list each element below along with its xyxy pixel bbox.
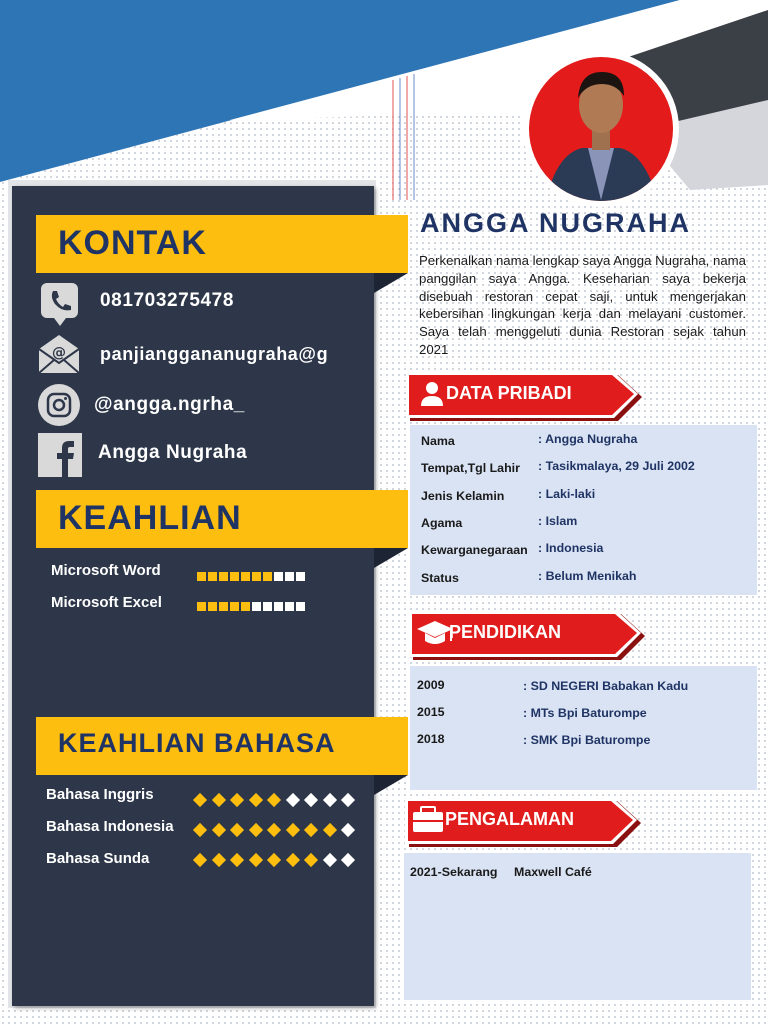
- pengalaman-title: PENGALAMAN: [445, 809, 574, 829]
- education-year: 2009: [417, 678, 445, 692]
- language-rating: [193, 824, 355, 836]
- kontak-header: [36, 215, 408, 273]
- skill-name: Microsoft Word: [51, 562, 161, 579]
- facebook-name[interactable]: Angga Nugraha: [98, 442, 248, 463]
- rating-diamond: [267, 793, 281, 807]
- rating-diamond: [211, 853, 225, 867]
- rating-diamond: [285, 823, 299, 837]
- rating-diamond: [248, 853, 262, 867]
- keahlian-header: [36, 490, 408, 548]
- language-name: Bahasa Sunda: [46, 850, 150, 867]
- ribbon-fold: [374, 548, 408, 568]
- rating-diamond: [304, 853, 318, 867]
- rating-diamond: [193, 853, 207, 867]
- rating-square: [285, 602, 294, 611]
- rating-square: [208, 602, 217, 611]
- education-year: 2015: [417, 705, 445, 719]
- bahasa-header: [36, 717, 408, 775]
- rating-square: [274, 572, 283, 581]
- skill-rating: [197, 602, 305, 611]
- rating-square: [252, 602, 261, 611]
- rating-square: [208, 572, 217, 581]
- field-label: Tempat,Tgl Lahir: [421, 461, 520, 475]
- field-value: : Islam: [538, 514, 578, 528]
- rating-square: [197, 572, 206, 581]
- phone-icon: [40, 282, 80, 326]
- ribbon-fold: [374, 273, 408, 293]
- field-label: Nama: [421, 434, 455, 448]
- bahasa-title: KEAHLIAN BAHASA: [58, 728, 336, 758]
- rating-square: [296, 572, 305, 581]
- ribbon-fold: [374, 775, 408, 795]
- rating-square: [274, 602, 283, 611]
- keahlian-title: KEAHLIAN: [58, 499, 242, 537]
- rating-diamond: [304, 823, 318, 837]
- rating-square: [219, 572, 228, 581]
- svg-text:@: @: [52, 345, 66, 361]
- rating-diamond: [304, 793, 318, 807]
- rating-diamond: [211, 823, 225, 837]
- instagram-icon: [36, 383, 82, 427]
- experience-place: Maxwell Café: [514, 865, 592, 879]
- rating-diamond: [341, 823, 355, 837]
- field-value: : Belum Menikah: [538, 569, 637, 583]
- rating-diamond: [285, 793, 299, 807]
- field-value: : Laki-laki: [538, 487, 596, 501]
- field-label: Agama: [421, 516, 463, 530]
- rating-diamond: [341, 853, 355, 867]
- rating-diamond: [322, 853, 336, 867]
- rating-diamond: [267, 853, 281, 867]
- rating-diamond: [341, 793, 355, 807]
- rating-square: [252, 572, 261, 581]
- data-pribadi-title: DATA PRIBADI: [446, 383, 572, 403]
- language-rating: [193, 854, 355, 866]
- kontak-title: KONTAK: [58, 224, 207, 262]
- instagram-handle[interactable]: @angga.ngrha_: [94, 394, 245, 415]
- rating-square: [263, 572, 272, 581]
- experience-period: 2021-Sekarang: [410, 865, 498, 879]
- rating-square: [197, 602, 206, 611]
- rating-square: [241, 572, 250, 581]
- rating-square: [230, 602, 239, 611]
- rating-square: [285, 572, 294, 581]
- language-name: Bahasa Inggris: [46, 786, 154, 803]
- field-label: Jenis Kelamin: [421, 489, 505, 503]
- skill-rating: [197, 572, 305, 581]
- skill-name: Microsoft Excel: [51, 594, 162, 611]
- email-address[interactable]: panjianggananugraha@g: [100, 344, 329, 364]
- rating-square: [241, 602, 250, 611]
- rating-diamond: [322, 793, 336, 807]
- field-label: Kewarganegaraan: [421, 543, 528, 557]
- rating-square: [263, 602, 272, 611]
- rating-square: [219, 602, 228, 611]
- education-school: : MTs Bpi Baturompe: [523, 706, 647, 720]
- education-school: : SD NEGERI Babakan Kadu: [523, 679, 689, 693]
- rating-diamond: [267, 823, 281, 837]
- bio-paragraph: Perkenalkan nama lengkap saya Angga Nugraha, nama panggilan saya Angga. Keseharian saya bekerja disebuah restoran cepat saji, untuk mengerjakan kebersihan lingkungan kerja dan melayani customer. Saya telah menggeluti dunia Restoran sejak tahun 2021: [419, 253, 746, 357]
- email-icon: [36, 333, 82, 375]
- field-value: : Indonesia: [538, 541, 604, 555]
- rating-diamond: [230, 793, 244, 807]
- rating-diamond: [230, 823, 244, 837]
- rating-diamond: [193, 823, 207, 837]
- field-value: : Angga Nugraha: [538, 432, 638, 446]
- rating-diamond: [322, 823, 336, 837]
- education-year: 2018: [417, 732, 445, 746]
- rating-square: [230, 572, 239, 581]
- rating-diamond: [230, 853, 244, 867]
- profile-photo: [522, 50, 680, 208]
- field-label: Status: [421, 571, 459, 585]
- phone-number[interactable]: 081703275478: [100, 290, 235, 311]
- full-name: ANGGA NUGRAHA: [420, 208, 691, 238]
- language-rating: [193, 794, 355, 806]
- field-value: : Tasikmalaya, 29 Juli 2002: [538, 459, 695, 473]
- rating-diamond: [193, 793, 207, 807]
- rating-square: [296, 602, 305, 611]
- rating-diamond: [248, 823, 262, 837]
- pendidikan-title: PENDIDIKAN: [449, 622, 562, 642]
- facebook-icon: [38, 433, 82, 477]
- rating-diamond: [211, 793, 225, 807]
- education-school: : SMK Bpi Baturompe: [523, 733, 651, 747]
- rating-diamond: [285, 853, 299, 867]
- language-name: Bahasa Indonesia: [46, 818, 174, 835]
- rating-diamond: [248, 793, 262, 807]
